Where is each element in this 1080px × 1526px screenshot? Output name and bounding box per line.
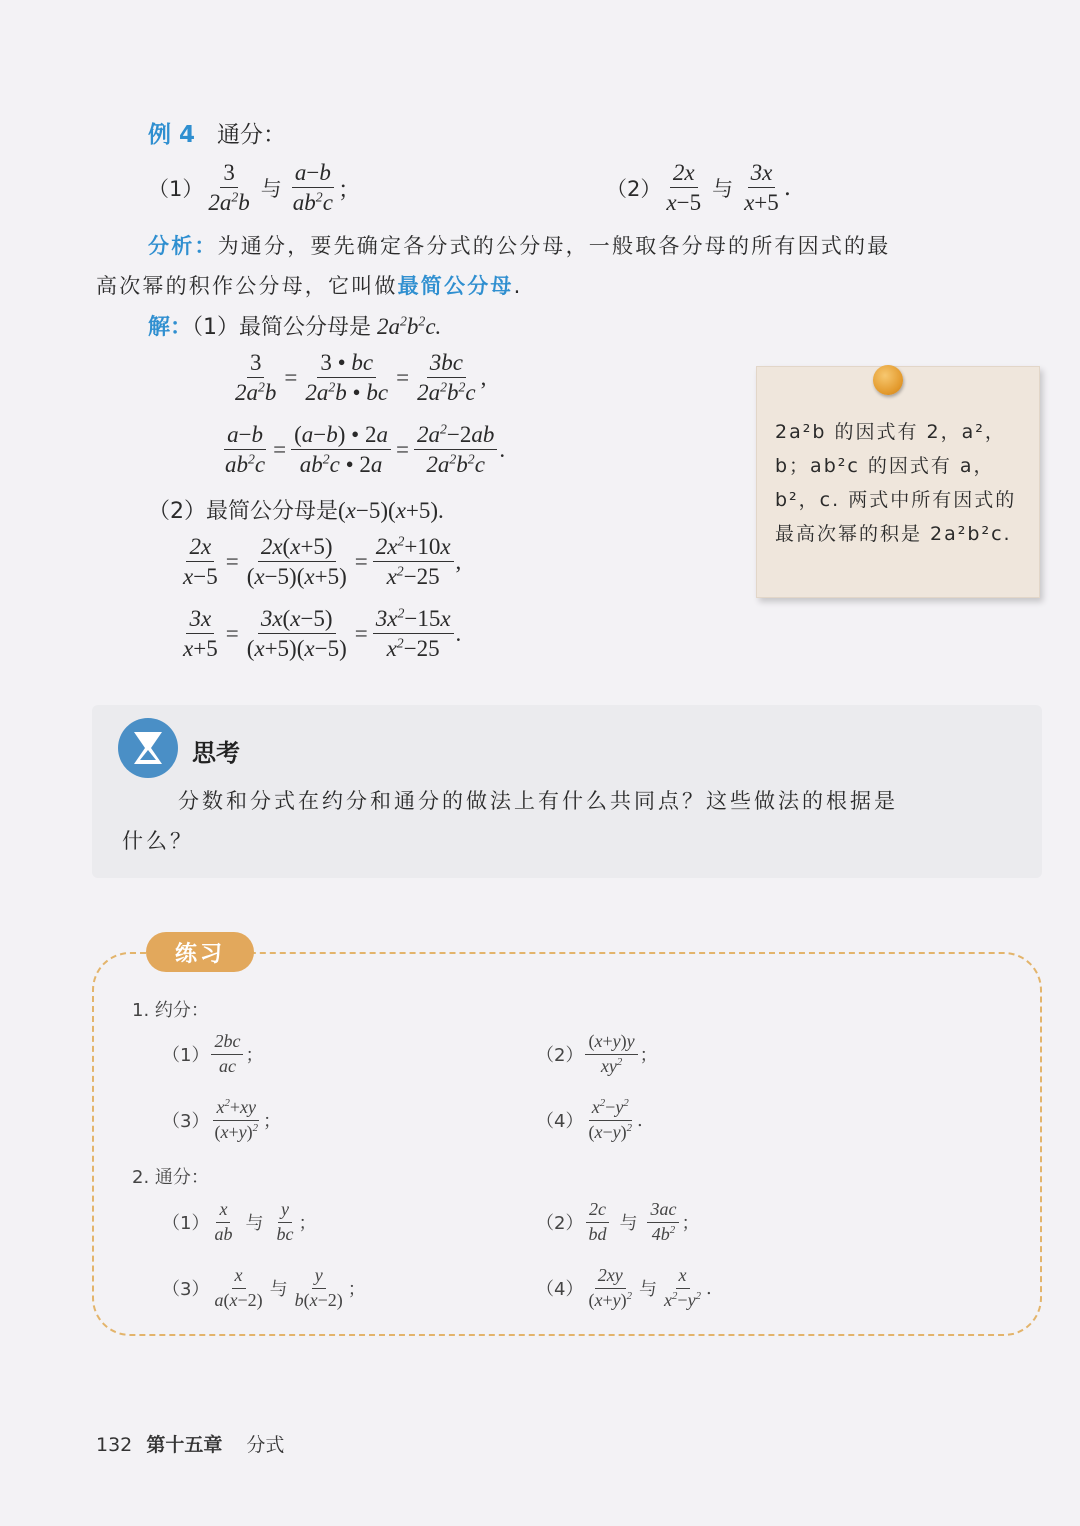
- connector-text: 与: [712, 176, 734, 201]
- analysis-text: 为通分，要先确定各分式的公分母，一般取各分母的所有因式的最: [217, 234, 891, 258]
- equation-3: $\frac{2x}{x-5}$ = $\frac{2x(x+5)}{(x-5)(x+5)}$ = $\frac{2x^2+10x}{x^2-25}$ ,: [183, 533, 462, 590]
- pushpin-icon: [873, 365, 903, 395]
- solution-label: 解：: [148, 315, 193, 340]
- exercise-2-1: （1） $\frac{x}{ab}$ 与 $\frac{y}{bc}$ ；: [162, 1199, 317, 1244]
- connector-text: 与: [639, 1279, 658, 1301]
- example-label: 例 4: [148, 122, 196, 148]
- equation-4: $\frac{3x}{x+5}$ = $\frac{3x(x-5)}{(x+5)(x-5)}$ = $\frac{3x^2-15x}{x^2-25}$ .: [183, 605, 462, 662]
- connector-text: 与: [260, 176, 282, 201]
- think-title: 思考: [192, 739, 240, 767]
- analysis-text: 高次幂的积作公分母，它叫做: [96, 274, 398, 298]
- exercise-2-2: （2） $\frac{2c}{bd}$ 与 $\frac{3ac}{4b^2}$ ；: [536, 1199, 700, 1244]
- problem-number: （1）: [148, 176, 204, 201]
- exercise-1-2: （2） $\frac{(x+y)y}{xy^2}$ ；: [536, 1031, 658, 1076]
- problem-number: （2）: [536, 1213, 584, 1235]
- fraction: $\frac{2x}{x-5}$: [666, 160, 702, 216]
- problem-number: （4）: [536, 1111, 584, 1133]
- analysis-line-1: [148, 230, 890, 260]
- problem-number: （3）: [162, 1279, 210, 1301]
- solution-text: （1）最简公分母是: [192, 315, 372, 340]
- solution-text: （2）最简公分母是: [148, 499, 338, 524]
- solution-2-heading: [148, 494, 444, 525]
- punct: ；: [337, 177, 361, 204]
- solution-1-heading: [148, 310, 441, 341]
- example-problem-2: [606, 160, 791, 216]
- side-note-text: 2a²b 的因式有 2，a²，b；ab²c 的因式有 a，b²，c. 两式中所有因式的最高次幂的积是 2a²b²c.: [775, 421, 1017, 545]
- connector-text: 与: [269, 1279, 288, 1301]
- exercise-2-3: （3） $\frac{x}{a(x-2)}$ 与 $\frac{y}{b(x-2)}$ ；: [162, 1265, 366, 1310]
- formula: $2a^2b^2c$.: [377, 313, 442, 339]
- problem-number: （1）: [162, 1213, 210, 1235]
- section-label: 分式: [246, 1434, 285, 1456]
- side-note: [756, 366, 1040, 598]
- equation-2: $\frac{a-b}{ab^2c}$ = $\frac{(a-b) • 2a}{ab^2c • 2a}$ = $\frac{2a^2-2ab}{2a^2b^2c}$ .: [225, 421, 506, 478]
- exercise-1-1: （1） $\frac{2bc}{ac}$ ；: [162, 1031, 264, 1076]
- connector-text: 与: [619, 1213, 638, 1235]
- formula: (x−5)(x+5).: [338, 498, 444, 523]
- exercise-1-4: （4） $\frac{x^2-y^2}{(x-y)^2}$ .: [536, 1097, 643, 1142]
- fraction: $\frac{3x}{x+5}$: [744, 160, 779, 216]
- page-number: 132: [96, 1434, 133, 1456]
- example-heading: [148, 116, 286, 149]
- fraction: $\frac{a-b}{ab^2c}$: [292, 160, 333, 216]
- exercise-tag: 练习: [146, 932, 254, 972]
- think-line-2: 什么？: [122, 829, 194, 853]
- example-title: 通分：: [217, 122, 287, 148]
- key-term: 最简公分母: [397, 274, 514, 298]
- think-line-1: 分数和分式在约分和通分的做法上有什么共同点？这些做法的根据是: [178, 789, 898, 813]
- punct: .: [513, 274, 523, 298]
- example-problem-1: [148, 160, 361, 216]
- analysis-line-2: [96, 270, 523, 300]
- exercise-2-4: （4） $\frac{2xy}{(x+y)^2}$ 与 $\frac{x}{x^2-y^2}$ .: [536, 1265, 712, 1310]
- chapter-label: 第十五章: [146, 1434, 223, 1456]
- equation-1: $\frac{3}{2a^2b}$ = $\frac{3 • bc}{2a^2b • bc}$ = $\frac{3bc}{2a^2b^2c}$ ,: [235, 350, 487, 406]
- exercise-q2: 2. 通分：: [132, 1167, 209, 1188]
- problem-number: （4）: [536, 1279, 584, 1301]
- punct: .: [783, 174, 792, 201]
- exercise-1-3: （3） $\frac{x^2+xy}{(x+y)^2}$ ；: [162, 1097, 282, 1142]
- problem-number: （3）: [162, 1111, 210, 1133]
- think-icon: [118, 718, 178, 778]
- analysis-label: 分析：: [148, 234, 218, 258]
- problem-number: （2）: [536, 1045, 584, 1067]
- connector-text: 与: [245, 1213, 264, 1235]
- problem-number: （2）: [606, 176, 662, 201]
- page-footer: [96, 1430, 284, 1457]
- exercise-q1: 1. 约分：: [132, 1000, 209, 1021]
- problem-number: （1）: [162, 1045, 210, 1067]
- fraction: $\frac{3}{2a^2b}$: [208, 160, 250, 216]
